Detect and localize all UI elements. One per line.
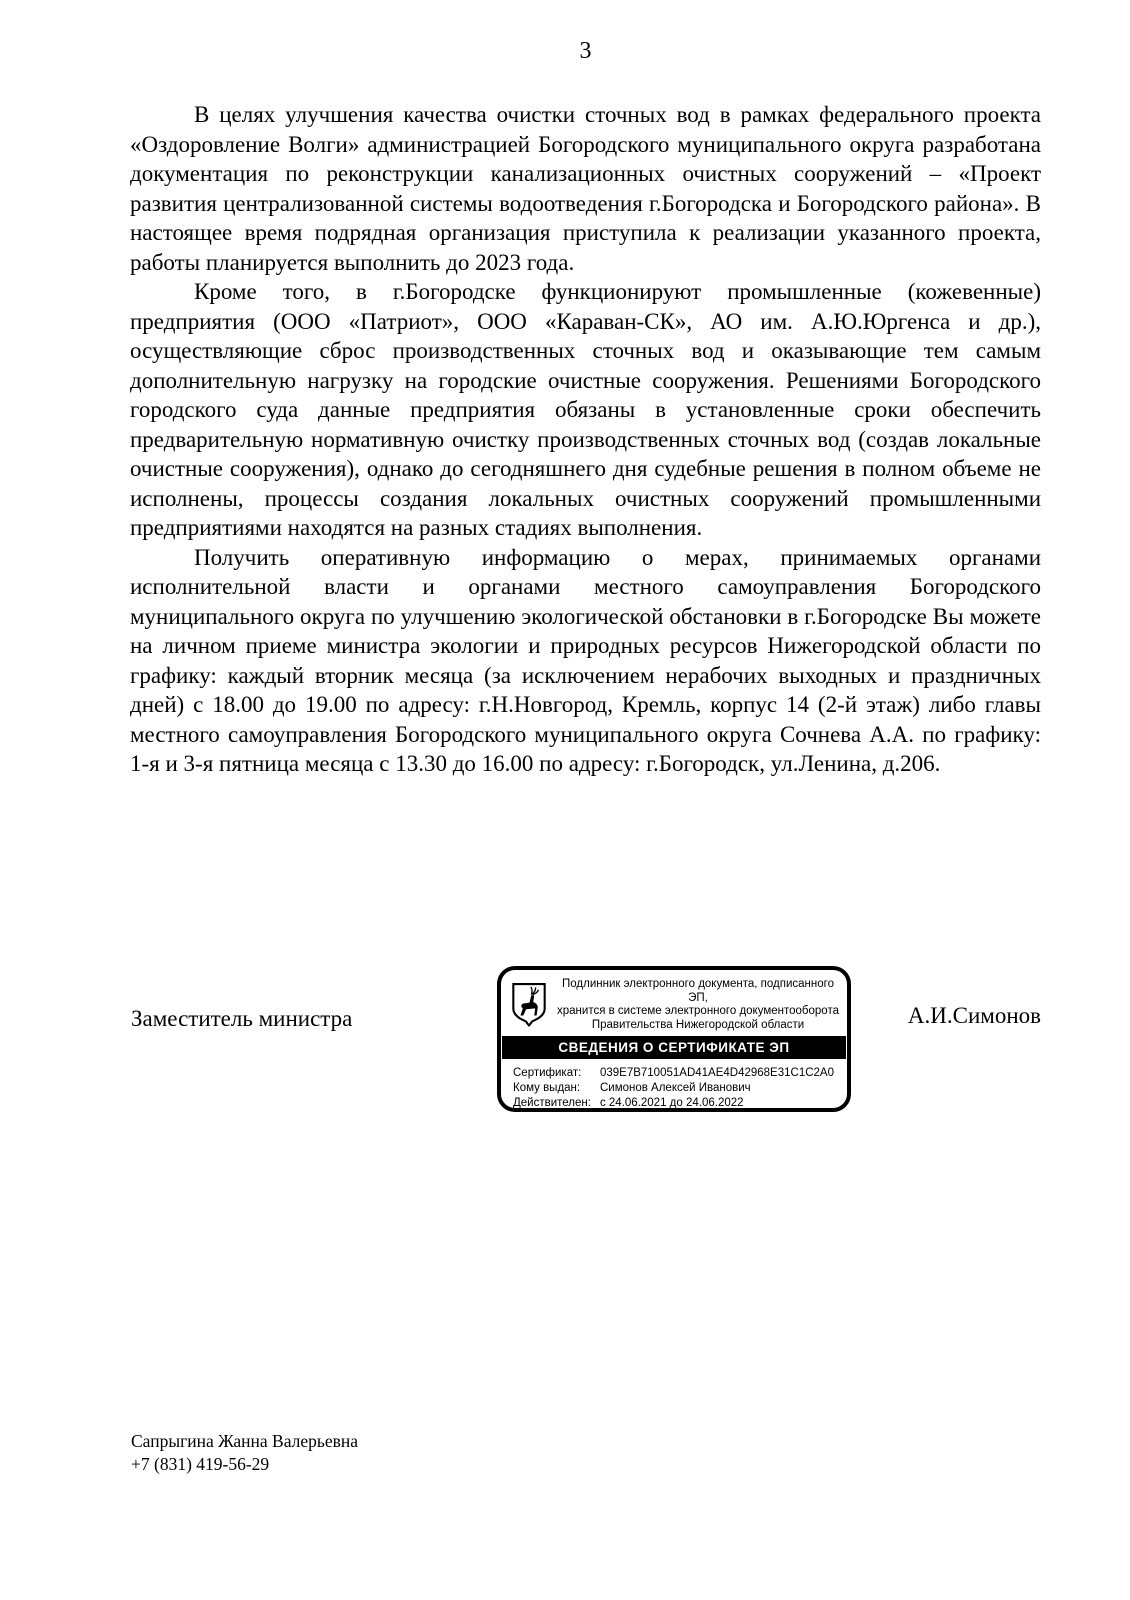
executor-block: [131, 1430, 358, 1476]
executor-name: Сапрыгина Жанна Валерьевна: [131, 1431, 359, 1451]
esignature-stamp: [497, 966, 851, 1112]
certificate-field-row: [513, 1066, 834, 1081]
stamp-header-line-2: хранится в системе электронного документооборота: [557, 1005, 839, 1017]
certificate-field-label: Сертификат:: [513, 1067, 582, 1079]
document-body: [130, 100, 1041, 779]
certificate-field-row: [513, 1081, 834, 1096]
certificate-bar-title: СВЕДЕНИЯ О СЕРТИФИКАТЕ ЭП: [502, 1036, 846, 1059]
stamp-header-line-3: Правительства Нижегородской области: [591, 1018, 805, 1031]
paragraph-reception-info: Получить оперативную информацию о мерах, принимаемых органами исполнительной власти и органами местного самоуправления Богородского муниципального округа по улучшению экологической обстановки в г.Богородске Вы можете на личном приеме министра экологии и природных ресурсов Нижегородской области по графику: каждый вторник месяца (за исключением нерабочих выходных и праздничных дней) с 18.00 до 19.00 по адресу: г.Н.Новгород, Кремль, корпус 14 (2-й этаж) либо главы местного самоуправления Богородского муниципального округа Сочнева А.А. по графику: 1-я и 3-я пятница месяца с 13.30 до 16.00 по адресу: г.Богородск, ул.Ленина, д.206.: [130, 544, 1041, 776]
certificate-field-value: с 24.06.2021 до 24.06.2022: [599, 1097, 744, 1109]
stamp-header-text: [555, 978, 841, 1032]
executor-phone: +7 (831) 419-56-29: [131, 1454, 270, 1474]
stamp-header-block: [501, 970, 847, 1034]
certificate-field-row: [513, 1096, 834, 1111]
certificate-field-value: 039E7B710051AD41AE4D42968E31C1C2A0: [599, 1067, 834, 1079]
signature-title: Заместитель министра: [131, 1006, 353, 1031]
stamp-header-line-1: Подлинник электронного документа, подписанного ЭП,: [562, 978, 834, 1004]
coat-of-arms-deer-icon: [510, 982, 548, 1028]
paragraph-enterprises: Кроме того, в г.Богородске функционируют промышленные (кожевенные) предприятия (ООО «Патриот», ООО «Караван-СК», АО им. А.Ю.Юргенса и др.), осуществляющие сброс производственных сточных вод и оказывающие тем самым дополнительную нагрузку на городские очистные сооружения. Решениями Богородского городского суда данные предприятия обязаны в установленные сроки обеспечить предварительную нормативную очистку производственных сточных вод (создав локальные очистные сооружения), однако до сегодняшнего дня судебные решения в полном объеме не исполнены, процессы создания локальных очистных сооружений промышленными предприятиями находятся на разных стадиях выполнения.: [130, 279, 1041, 540]
signature-name: А.И.Симонов: [907, 1003, 1041, 1028]
certificate-field-label: Кому выдан:: [513, 1082, 581, 1094]
paragraph-federal-project: В целях улучшения качества очистки сточных вод в рамках федерального проекта «Оздоровление Волги» администрацией Богородского муниципального округа разработана документация по реконструкции канализационных очистных сооружений – «Проект развития централизованной системы водоотведения г.Богородска и Богородского района». В настоящее время подрядная организация приступила к реализации указанного проекта, работы планируется выполнить до 2023 года.: [130, 102, 1041, 275]
page-number: 3: [579, 38, 592, 64]
certificate-field-value: Симонов Алексей Иванович: [599, 1082, 751, 1094]
certificate-fields: [513, 1066, 834, 1111]
certificate-field-label: Действителен:: [513, 1097, 591, 1109]
